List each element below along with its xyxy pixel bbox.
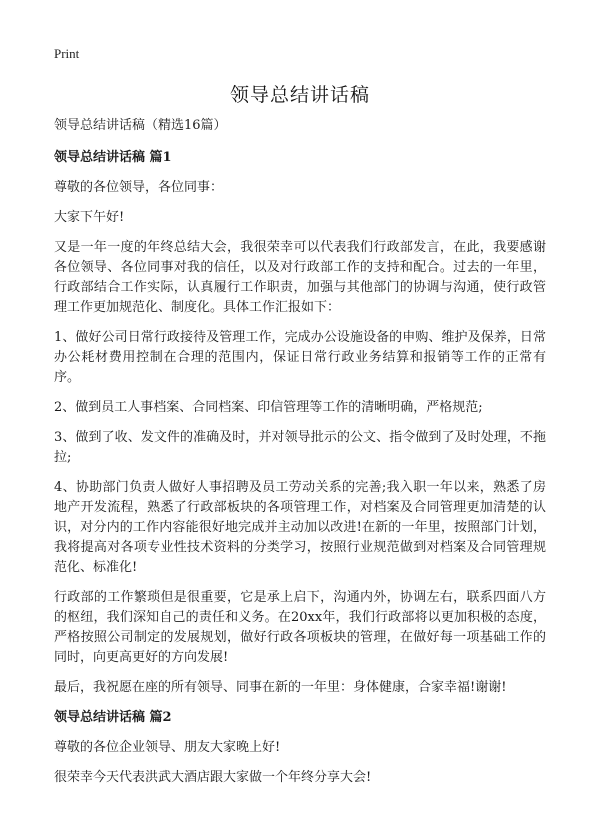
section-1 <box>54 148 546 698</box>
paragraph: 3、做到了收、发文件的准确及时，并对领导批示的公文、指令做到了及时处理，不拖拉; <box>54 430 546 465</box>
document-subtitle: 领导总结讲话稿（精选16篇） <box>54 118 227 133</box>
paragraph: 1、做好公司日常行政接待及管理工作，完成办公设施设备的申购、维护及保养，日常办公耗材费用控制在合理的范围内，保证日常行政业务结算和报销等工作的正常有序。 <box>54 330 546 385</box>
document-title: 领导总结讲话稿 <box>229 84 370 106</box>
paragraph: 又是一年一度的年终总结大会，我很荣幸可以代表我们行政部发言，在此，我要感谢各位领导、各位同事对我的信任，以及对行政部工作的支持和配合。过去的一年里，行政部结合工作实际，认真履行工作职责，加强与其他部门的协调与沟通，使行政管理工作更加规范化、制度化。具体工作汇报如下： <box>54 240 546 315</box>
paragraph: 4、协助部门负责人做好人事招聘及员工劳动关系的完善;我入职一年以来，熟悉了房地产开发流程，熟悉了行政部板块的各项管理工作，对档案及合同管理更加清楚的认识，对分内的工作内容能很好地完成并主动加以改进!在新的一年里，按照部门计划，我将提高对各项专业性技术资料的分类学习，按照行业规范做到对档案及合同管理规范化、标准化! <box>54 480 546 575</box>
paragraph: 行政部的工作繁琐但是很重要，它是承上启下，沟通内外，协调左右，联系四面八方的枢纽，我们深知自己的责任和义务。在20xx年，我们行政部将以更加积极的态度，严格按照公司制定的发展规划，做好行政各项板块的管理，在做好每一项基础工作的同时，向更高更好的方向发展! <box>54 590 546 665</box>
paragraph: 尊敬的各位企业领导、朋友大家晚上好! <box>54 740 281 755</box>
section-heading: 领导总结讲话稿 篇2 <box>54 710 172 725</box>
section-heading: 领导总结讲话稿 篇1 <box>54 150 172 165</box>
print-link[interactable]: Print <box>54 46 80 61</box>
section-2 <box>54 708 546 788</box>
paragraph: 很荣幸今天代表洪武大酒店跟大家做一个年终分享大会! <box>54 770 372 785</box>
document-body <box>54 116 546 798</box>
paragraph: 最后，我祝愿在座的所有领导、同事在新的一年里：身体健康，合家幸福!谢谢! <box>54 680 507 695</box>
paragraph: 2、做到员工人事档案、合同档案、印信管理等工作的清晰明确，严格规范; <box>54 400 483 415</box>
paragraph: 尊敬的各位领导，各位同事： <box>54 180 224 195</box>
paragraph: 大家下午好! <box>54 210 125 225</box>
